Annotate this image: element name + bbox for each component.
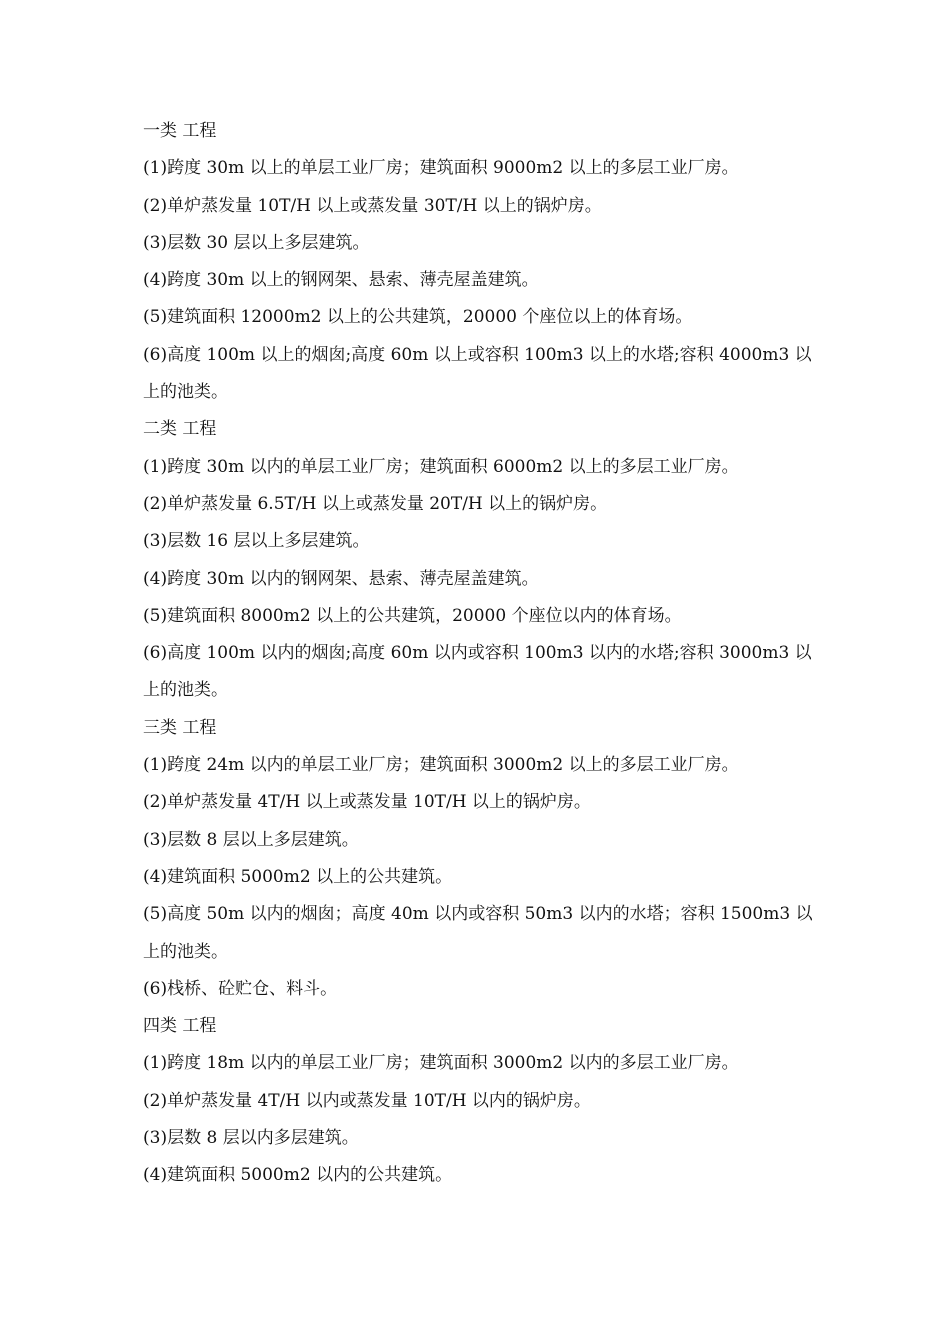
list-item: (4)跨度 30m 以上的钢网架、悬索、薄壳屋盖建筑。 (143, 270, 539, 291)
list-item: (1)跨度 24m 以内的单层工业厂房；建筑面积 3000m2 以上的多层工业厂房。 (143, 755, 739, 776)
document-page (143, 113, 823, 1195)
list-item: (1)跨度 30m 以上的单层工业厂房；建筑面积 9000m2 以上的多层工业厂房。 (143, 158, 739, 179)
list-item: (3)层数 8 层以内多层建筑。 (143, 1128, 359, 1149)
list-item: (2)单炉蒸发量 6.5T/H 以上或蒸发量 20T/H 以上的锅炉房。 (143, 493, 608, 514)
list-item: (2)单炉蒸发量 10T/H 以上或蒸发量 30T/H 以上的锅炉房。 (143, 195, 602, 216)
list-item: (1)跨度 30m 以内的单层工业厂房；建筑面积 6000m2 以上的多层工业厂房。 (143, 456, 739, 477)
list-item: (2)单炉蒸发量 4T/H 以上或蒸发量 10T/H 以上的锅炉房。 (143, 792, 591, 813)
section-heading: 一类 工程 (143, 121, 217, 141)
list-item: (1)跨度 18m 以内的单层工业厂房；建筑面积 3000m2 以内的多层工业厂房。 (143, 1053, 739, 1074)
list-item: (3)层数 30 层以上多层建筑。 (143, 232, 370, 253)
section-heading: 四类 工程 (143, 1016, 217, 1037)
list-item: (6)高度 100m 以上的烟囱;高度 60m 以上或容积 100m3 以上的水塔;容积 4000m3 以上的池类。 (143, 344, 812, 403)
list-item: (2)单炉蒸发量 4T/H 以内或蒸发量 10T/H 以内的锅炉房。 (143, 1090, 591, 1111)
list-item: (4)建筑面积 5000m2 以内的公共建筑。 (143, 1165, 453, 1186)
section-heading: 二类 工程 (143, 419, 217, 440)
section-heading: 三类 工程 (143, 717, 217, 738)
list-item: (6)高度 100m 以内的烟囱;高度 60m 以内或容积 100m3 以内的水塔;容积 3000m3 以上的池类。 (143, 643, 812, 701)
list-item: (3)层数 16 层以上多层建筑。 (143, 531, 370, 552)
list-item: (6)栈桥、砼贮仓、料斗。 (143, 978, 338, 999)
list-item: (5)建筑面积 8000m2 以上的公共建筑，20000 个座位以内的体育场。 (143, 605, 682, 626)
list-item: (5)建筑面积 12000m2 以上的公共建筑，20000 个座位以上的体育场。 (143, 307, 693, 328)
list-item: (3)层数 8 层以上多层建筑。 (143, 829, 359, 850)
list-item: (4)跨度 30m 以内的钢网架、悬索、薄壳屋盖建筑。 (143, 568, 539, 589)
list-item: (4)建筑面积 5000m2 以上的公共建筑。 (143, 866, 453, 887)
list-item: (5)高度 50m 以内的烟囱；高度 40m 以内或容积 50m3 以内的水塔；容积 1500m3 以上的池类。 (143, 904, 813, 962)
